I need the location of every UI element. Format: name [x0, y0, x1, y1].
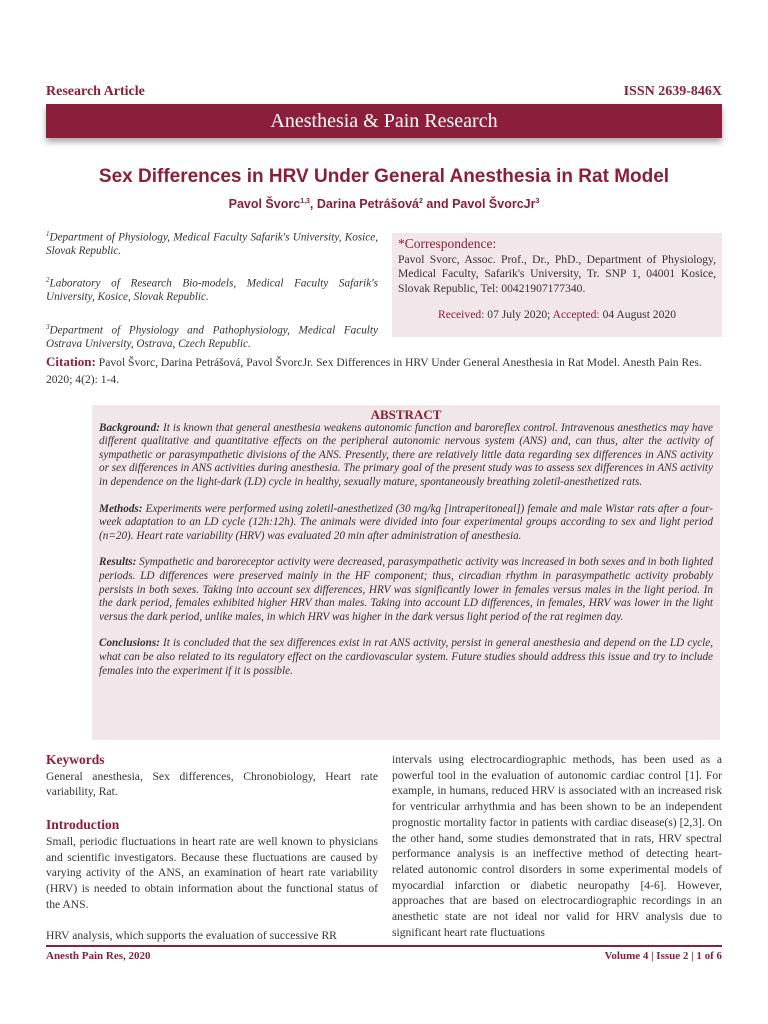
introduction-heading: Introduction	[46, 817, 120, 833]
abstract-results	[99, 556, 713, 624]
author-name: Darina Petrášová	[316, 197, 420, 211]
accepted-date: 04 August 2020	[602, 307, 676, 321]
footer-volume-page: Volume 4 | Issue 2 | 1 of 6	[604, 950, 722, 962]
conclusions-label: Conclusions:	[99, 637, 160, 650]
abstract-heading: ABSTRACT	[370, 407, 442, 422]
footer	[46, 950, 722, 962]
left-column	[46, 752, 378, 944]
accepted-label: Accepted:	[552, 307, 600, 321]
issn: ISSN 2639-846X	[623, 84, 722, 99]
author-affil-sup: 2	[419, 197, 423, 205]
keywords-text: General anesthesia, Sex differences, Chronobiology, Heart rate variability, Rat.	[46, 769, 378, 799]
affiliations	[46, 228, 378, 367]
affiliation-item	[46, 274, 378, 304]
correspondence-box	[392, 233, 722, 337]
author-separator: and	[422, 197, 453, 211]
paper-title: Sex Differences in HRV Under General Anesthesia in Rat Model	[98, 166, 670, 187]
footer-journal-year: Anesth Pain Res, 2020	[46, 950, 151, 962]
author-name: Pavol Švorc	[228, 197, 301, 211]
keywords-heading: Keywords	[46, 752, 105, 767]
journal-title: Anesthesia & Pain Research	[270, 110, 498, 132]
author-name: Pavol ŠvorcJr	[452, 197, 536, 211]
author-separator: ,	[309, 197, 317, 211]
abstract-background	[99, 422, 713, 490]
footer-divider	[46, 945, 722, 947]
abstract-methods	[99, 503, 713, 544]
background-label: Background:	[99, 421, 160, 434]
date-separator: ;	[547, 307, 553, 321]
background-text: It is known that general anesthesia weakens autonomic function and baroreflex control. Intravenous anesthetics may have different qualitative and quantitative effects on the peripheral autonomic nervous system (ANS) and, can thus, alter the activity of sympathetic or parasympathetic divisions of the ANS. Presently, there are relatively little data regarding sex differences in ANS activity or sex differences in ANS activities during anesthesia. The primary goal of the present study was to assess sex differences in ANS activity in dependence on the light-dark (LD) cycle in healthy, sexually mature, spontaneously breathing zoletil-anesthetized rats.	[99, 421, 713, 488]
journal-banner	[46, 104, 722, 138]
affiliation-sup: 3	[46, 322, 50, 331]
introduction-paragraph-2: HRV analysis, which supports the evaluation of successive RR	[46, 929, 337, 943]
citation	[46, 354, 722, 388]
abstract-conclusions	[99, 637, 713, 678]
author-affil-sup: 1,3	[300, 197, 310, 205]
methods-label: Methods:	[99, 502, 143, 515]
received-date: 07 July 2020	[487, 307, 548, 321]
citation-text: Pavol Švorc, Darina Petrášová, Pavol ŠvorcJr. Sex Differences in HRV Under General Anesthesia in Rat Model. Anesth Pain Res. 2020; 4(2): 1-4.	[46, 356, 702, 386]
correspondence-body: Pavol Svorc, Assoc. Prof., Dr., PhD., Department of Physiology, Medical Faculty, Safarik's University, Tr. SNP 1, 04001 Kosice, Slovak Republic, Tel: 00421907177340.	[398, 253, 716, 295]
abstract-box	[92, 405, 720, 740]
citation-label: Citation:	[46, 354, 96, 369]
author-list	[46, 197, 722, 211]
affiliation-sup: 1	[46, 230, 50, 238]
header-row	[46, 84, 722, 100]
conclusions-text: It is concluded that the sex differences exist in rat ANS activity, persist in general anesthesia and depend on the LD cycle, what can be also related to its regulatory effect on the cardiovascular system. Future studies should address this issue and try to include females into the experiment if it is possible.	[99, 637, 714, 677]
correspondence-title: *Correspondence:	[398, 236, 497, 251]
introduction-paragraph-1: Small, periodic fluctuations in heart rate are well known to physicians and scientific investigators. Because these fluctuations are caused by varying activity of the ANS, an examination of heart rate variability (HRV) is needed to obtain information about the functional status of the ANS.	[46, 834, 378, 911]
affiliation-item	[46, 321, 378, 351]
article-type: Research Article	[46, 84, 145, 99]
author-affil-sup: 3	[535, 197, 540, 205]
results-label: Results:	[99, 556, 137, 569]
affiliation-text: Department of Physiology, Medical Faculty Safarik's University, Kosice, Slovak Republic.	[46, 231, 378, 258]
introduction-paragraph-2-continued: intervals using electrocardiographic methods, has been used as a powerful tool in the evaluation of autonomic cardiac control [1]. For example, in humans, reduced HRV is associated with an increased risk for ventricular arrhythmia and has been shown to be an independent prognostic mortality factor in patients with cardiac disease(s) [2,3]. On the other hand, some studies demonstrated that in rats, HRV spectral performance analysis is an ineffective method of detecting heart-related autonomic control disorders in some experimental models of myocardial infarction or diabetic neuropathy [4-6]. However, approaches that are based on electrocardiographic recordings in an anesthetic state are not ideal nor valid for HRV analysis due to significant heart rate fluctuations	[392, 753, 722, 939]
affiliation-item	[46, 228, 378, 258]
right-column	[392, 752, 722, 940]
affiliation-text: Department of Physiology and Pathophysiology, Medical Faculty Ostrava University, Ostrava, Czech Republic.	[46, 324, 378, 350]
affiliation-text: Laboratory of Research Bio-models, Medical Faculty Safarik's University, Kosice, Slovak Republic.	[46, 278, 378, 304]
methods-text: Experiments were performed using zoletil-anesthetized (30 mg/kg [intraperitoneal]) female and male Wistar rats after a four-week adaptation to an LD cycle (12h:12h). The animals were divided into four experimental groups according to sex and light period (n=20). Heart rate variability (HRV) was evaluated 20 min after administration of anesthesia.	[99, 502, 713, 542]
affiliation-sup: 2	[46, 276, 50, 285]
correspondence-dates	[398, 308, 716, 322]
results-text: Sympathetic and baroreceptor activity were decreased, parasympathetic activity was increased in both sexes and in both lighted periods. LD differences were preserved mainly in the HF component; thus, circadian rhythm in parasympathetic activity probably persists in both sexes. Taking into account sex differences, HRV was significantly lower in females versus males in the light period. In the dark period, females exhibited higher HRV than males. Taking into account LD differences, in females, HRV was lower in the light versus the dark period, unlike males, in which HRV was higher in the dark versus light period of the rat regimen day.	[99, 556, 713, 623]
received-label: Received:	[438, 307, 485, 321]
